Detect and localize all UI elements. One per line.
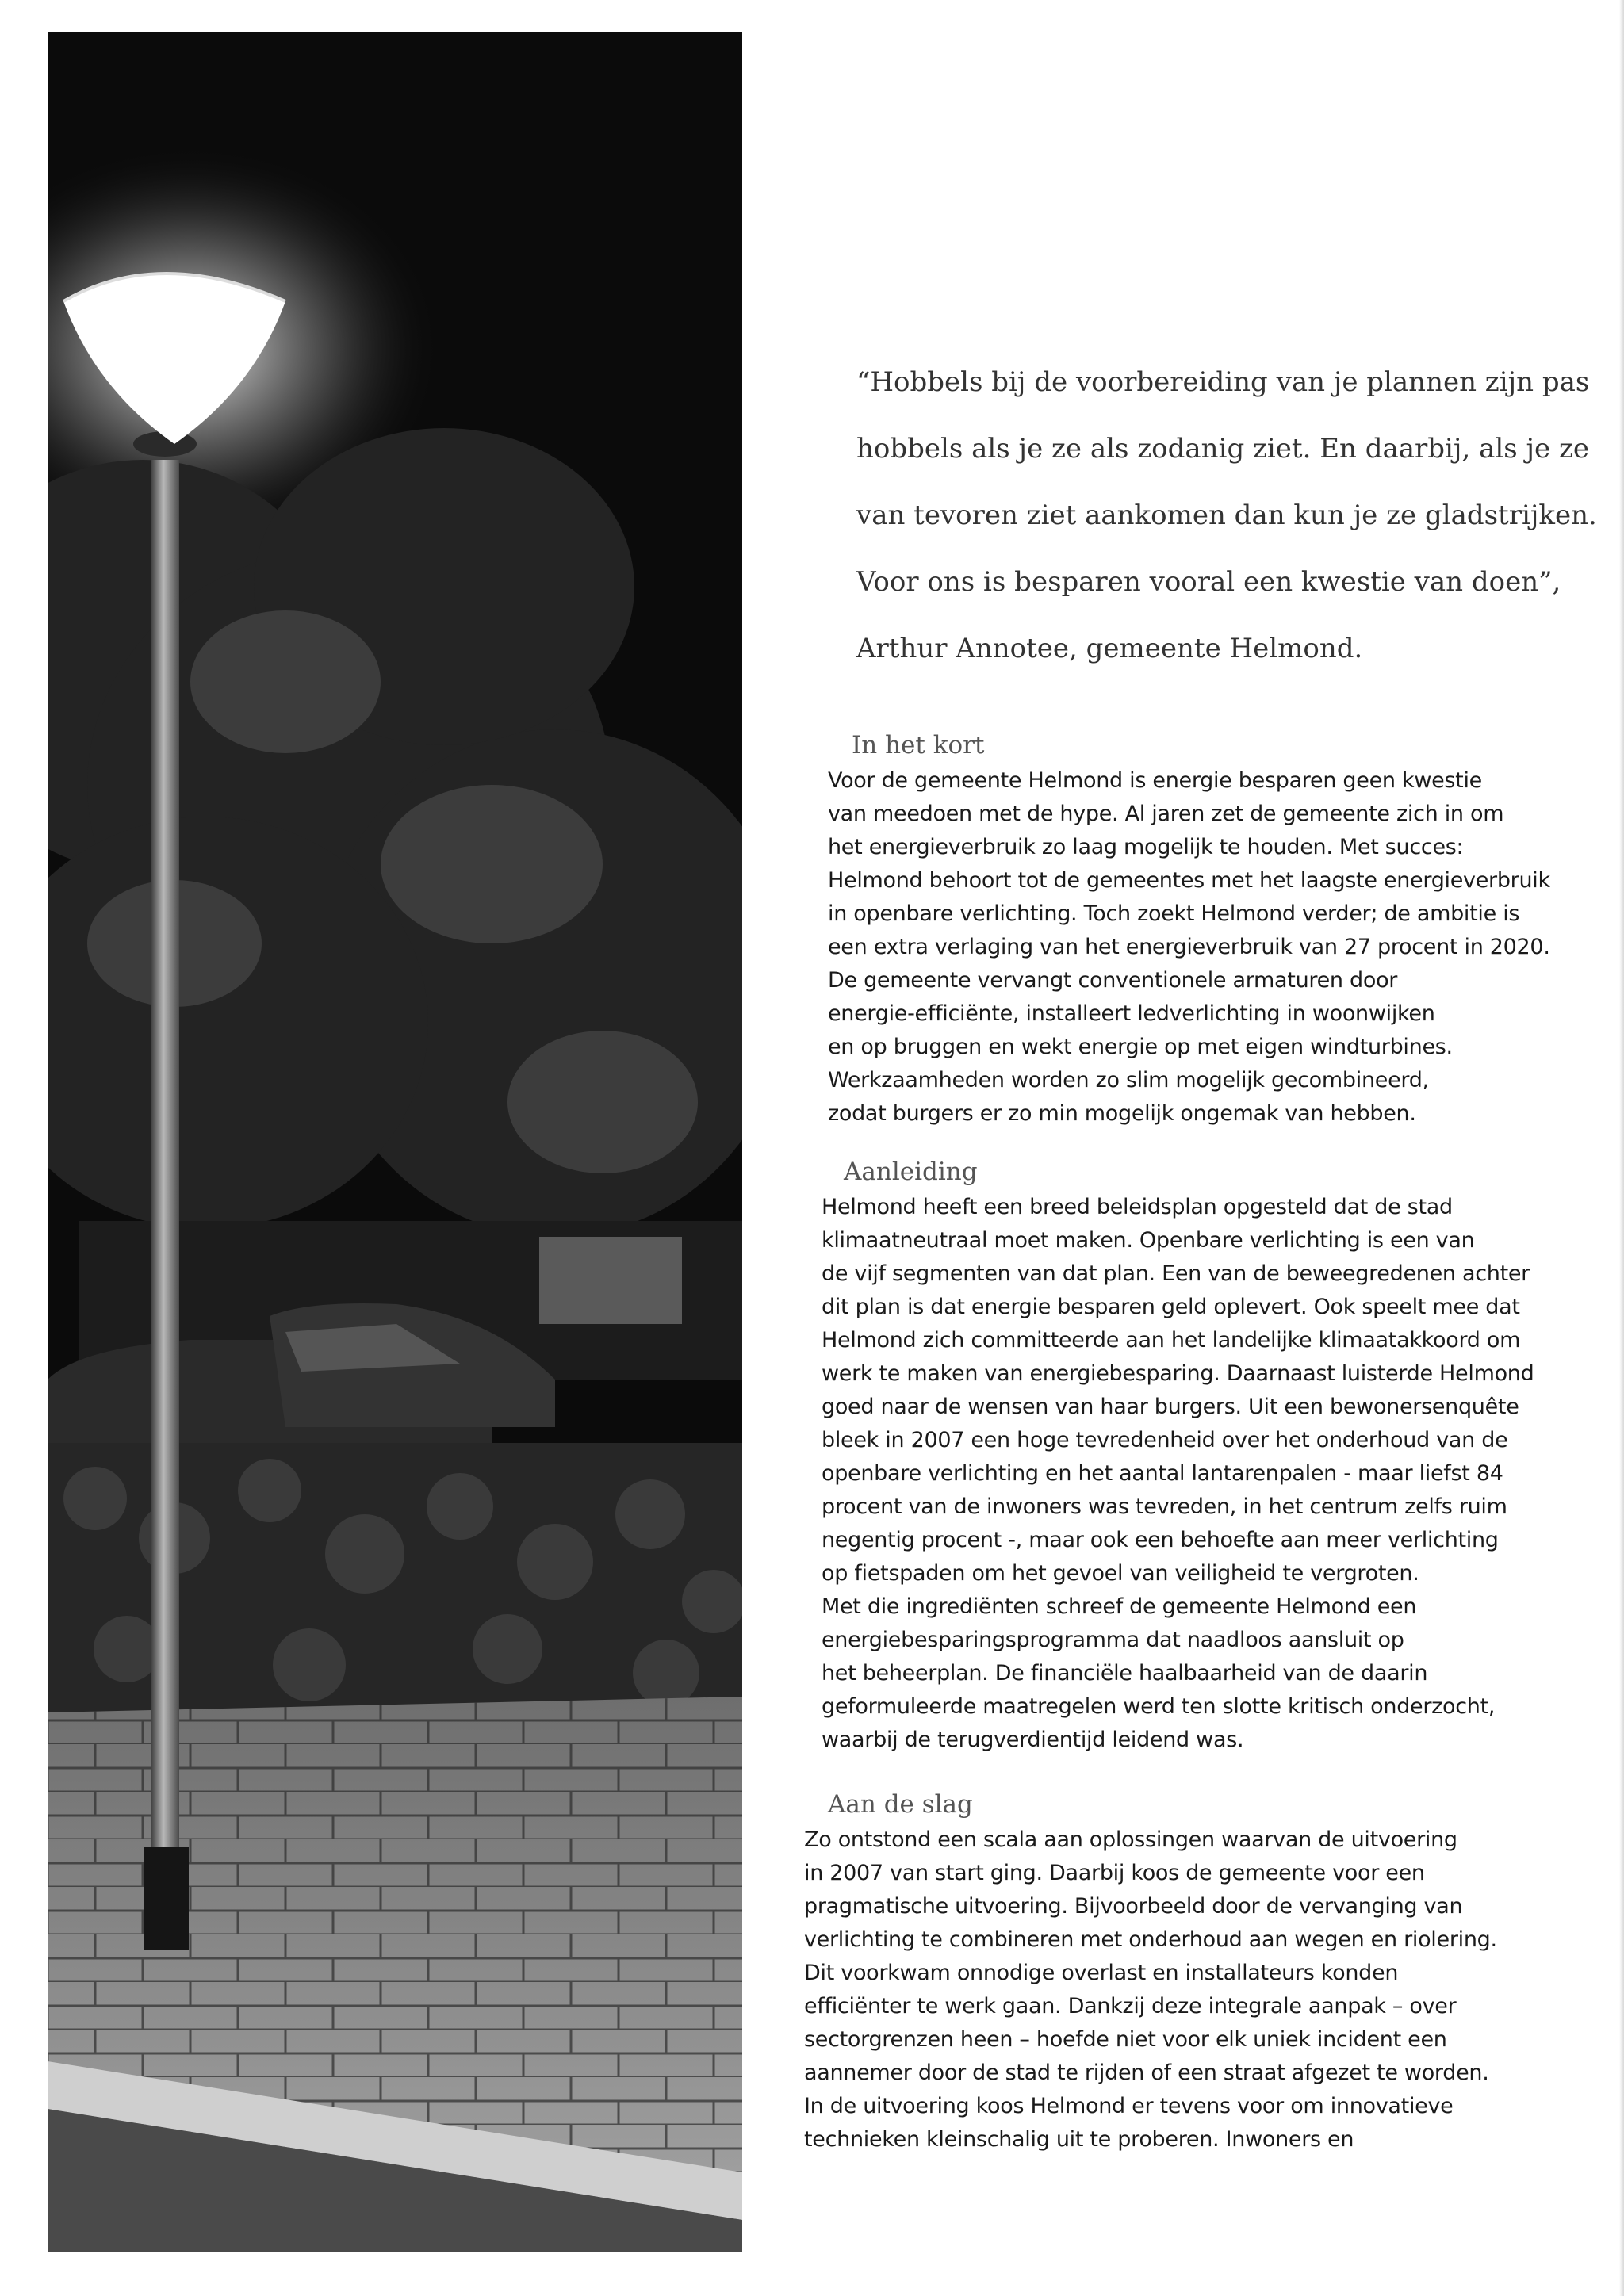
section-heading: Aan de slag (828, 1790, 973, 1819)
page-edge (1619, 0, 1624, 2296)
quote-line: “Hobbels bij de voorbereiding van je plannen zijn pas (856, 366, 1590, 398)
body-line: technieken kleinschalig uit te proberen. Inwoners en (804, 2127, 1354, 2152)
body-line: Werkzaamheden worden zo slim mogelijk gecombineerd, (828, 1068, 1429, 1093)
section-in-het-kort (828, 731, 1550, 1131)
body-line: goed naar de wensen van haar burgers. Uit een bewonersenquête (822, 1395, 1519, 1419)
body-line: energie-efficiënte, installeert ledverlichting in woonwijken (828, 1001, 1435, 1026)
body-line: in openbare verlichting. Toch zoekt Helmond verder; de ambitie is (828, 901, 1520, 926)
section-aanleiding (822, 1158, 1534, 1757)
body-line: een extra verlaging van het energieverbruik van 27 procent in 2020. (828, 935, 1550, 959)
body-line: op fietspaden om het gevoel van veiligheid te vergroten. (822, 1561, 1419, 1586)
body-line: pragmatische uitvoering. Bijvoorbeeld door de vervanging van (804, 1894, 1463, 1919)
body-line: negentig procent -, maar ook een behoefte aan meer verlichting (822, 1528, 1499, 1552)
body-line: efficiënter te werk gaan. Dankzij deze integrale aanpak – over (804, 1994, 1457, 2019)
body-line: waarbij de terugverdientijd leidend was. (822, 1728, 1244, 1752)
quote-line: hobbels als je ze als zodanig ziet. En daarbij, als je ze (856, 433, 1589, 465)
section-heading: Aanleiding (844, 1158, 978, 1186)
body-line: In de uitvoering koos Helmond er tevens voor om innovatieve (804, 2094, 1454, 2118)
body-line: Met die ingrediënten schreef de gemeente Helmond een (822, 1594, 1417, 1619)
body-line: energiebesparingsprogramma dat naadloos aansluit op (822, 1628, 1404, 1652)
body-line: Helmond heeft een breed beleidsplan opgesteld dat de stad (822, 1195, 1453, 1219)
body-line: geformuleerde maatregelen werd ten slotte kritisch onderzocht, (822, 1694, 1496, 1719)
body-line: zodat burgers er zo min mogelijk ongemak van hebben. (828, 1101, 1416, 1126)
body-line: van meedoen met de hype. Al jaren zet de gemeente zich in om (828, 802, 1504, 826)
body-line: De gemeente vervangt conventionele armaturen door (828, 968, 1398, 993)
body-line: Zo ontstond een scala aan oplossingen waarvan de uitvoering (804, 1827, 1457, 1852)
body-line: procent van de inwoners was tevreden, in het centrum zelfs ruim (822, 1494, 1507, 1519)
body-line: dit plan is dat energie besparen geld oplevert. Ook speelt mee dat (822, 1295, 1520, 1319)
body-line: het beheerplan. De financiële haalbaarheid van de daarin (822, 1661, 1428, 1686)
quote-line: van tevoren ziet aankomen dan kun je ze gladstrijken. (856, 499, 1597, 531)
body-line: de vijf segmenten van dat plan. Een van de beweegredenen achter (822, 1261, 1530, 1286)
body-line: in 2007 van start ging. Daarbij koos de gemeente voor een (804, 1861, 1425, 1885)
quote-line: Voor ons is besparen vooral een kwestie van doen”, (856, 566, 1561, 598)
body-line: Dit voorkwam onnodige overlast en installateurs konden (804, 1961, 1399, 1985)
pull-quote (856, 349, 1597, 682)
quote-attribution: Arthur Annotee, gemeente Helmond. (856, 633, 1363, 664)
body-line: aannemer door de stad te rijden of een straat afgezet te worden. (804, 2061, 1489, 2085)
body-line: werk te maken van energiebesparing. Daarnaast luisterde Helmond (822, 1361, 1534, 1386)
body-line: klimaatneutraal moet maken. Openbare verlichting is een van (822, 1228, 1475, 1253)
body-line: verlichting te combineren met onderhoud aan wegen en riolering. (804, 1927, 1497, 1952)
section-aan-de-slag (804, 1790, 1497, 2156)
body-line: het energieverbruik zo laag mogelijk te houden. Met succes: (828, 835, 1464, 859)
street-lamp-illustration (48, 32, 742, 2252)
body-line: Helmond behoort tot de gemeentes met het laagste energieverbruik (828, 868, 1550, 893)
body-line: sectorgrenzen heen – hoefde niet voor elk uniek incident een (804, 2027, 1447, 2052)
section-heading: In het kort (852, 731, 985, 760)
body-line: bleek in 2007 een hoge tevredenheid over het onderhoud van de (822, 1428, 1508, 1452)
body-line: Helmond zich committeerde aan het landelijke klimaatakkoord om (822, 1328, 1521, 1353)
body-line: openbare verlichting en het aantal lantarenpalen - maar liefst 84 (822, 1461, 1503, 1486)
body-line: Voor de gemeente Helmond is energie besparen geen kwestie (828, 768, 1482, 793)
street-lamp-photo (48, 32, 742, 2252)
body-line: en op bruggen en wekt energie op met eigen windturbines. (828, 1035, 1453, 1059)
